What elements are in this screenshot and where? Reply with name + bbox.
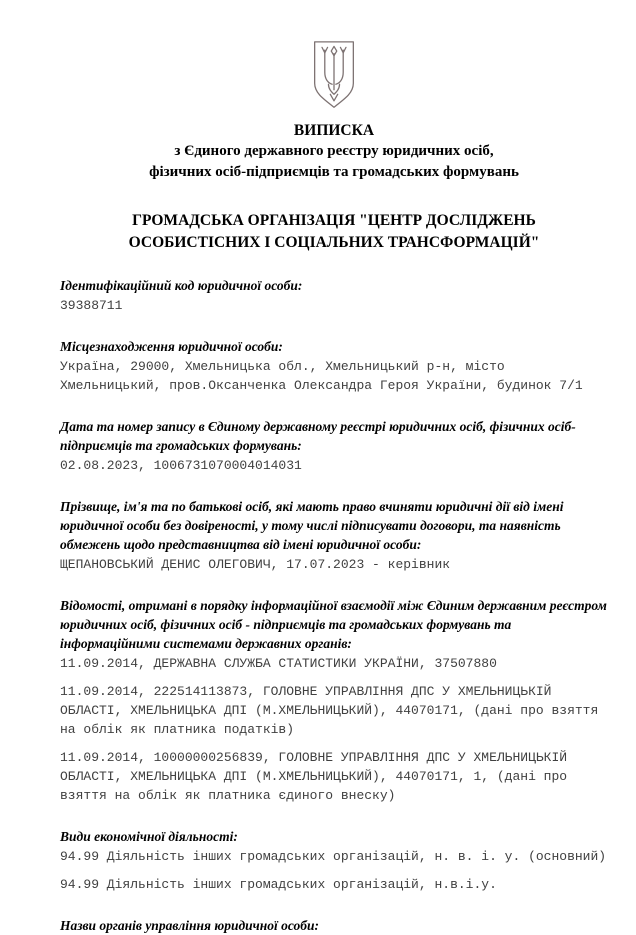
section-state-registry-info xyxy=(60,596,608,805)
section-registry-record xyxy=(60,417,608,475)
section-label: Дата та номер запису в Єдиному державному реєстрі юридичних осіб, фізичних осіб-підприємців та громадських формувань: xyxy=(60,419,576,453)
document-subtitle-line1: з Єдиного державного реєстру юридичних осіб, xyxy=(174,143,494,159)
organization-name: ГРОМАДСЬКА ОРГАНІЗАЦІЯ "ЦЕНТР ДОСЛІДЖЕНЬ ОСОБИСТІСНИХ І СОЦІАЛЬНИХ ТРАНСФОРМАЦІЙ" xyxy=(128,212,540,251)
section-label: Прізвище, ім'я та по батькові осіб, які мають право вчиняти юридичні дії від імені юридичної особи без довіреності, у тому числі підписувати договори, та наявність обмежень щодо представництва від імені юридичної особи: xyxy=(60,499,564,552)
section-authorized-persons xyxy=(60,497,608,574)
document-subtitle-line2: фізичних осіб-підприємців та громадських формувань xyxy=(149,164,519,180)
document-content xyxy=(60,40,608,935)
section-label: Відомості, отримані в порядку інформаційної взаємодії між Єдиним державним реєстром юридичних осіб, фізичних осіб - підприємців та громадських формувань та інформаційними системами державних органів: xyxy=(60,598,607,651)
single-contribution-record: 11.09.2014, 10000000256839, ГОЛОВНЕ УПРАВЛІННЯ ДПС У ХМЕЛЬНИЦЬКІЙ ОБЛАСТІ, ХМЕЛЬНИЦЬКА ДПІ (М.ХМЕЛЬНИЦЬКИЙ), 44070171, 1, (дані про взяття на облік як платника єдиного внеску) xyxy=(60,750,568,803)
section-legal-address xyxy=(60,337,608,395)
activity-primary: 94.99 Діяльність інших громадських організацій, н. в. і. у. (основний) xyxy=(60,849,607,864)
section-label: Види економічної діяльності: xyxy=(60,829,238,844)
authorized-person-value: ЩЕПАНОВСЬКИЙ ДЕНИС ОЛЕГОВИЧ, 17.07.2023 - керівник xyxy=(60,557,451,572)
section-label: Ідентифікаційний код юридичної особи: xyxy=(60,278,303,293)
section-label: Місцезнаходження юридичної особи: xyxy=(60,339,283,354)
ukraine-coat-of-arms-icon xyxy=(308,40,360,110)
statistics-service-record: 11.09.2014, ДЕРЖАВНА СЛУЖБА СТАТИСТИКИ УКРАЇНИ, 37507880 xyxy=(60,656,497,671)
activity-secondary: 94.99 Діяльність інших громадських організацій, н.в.і.у. xyxy=(60,877,497,892)
document-title: ВИПИСКА xyxy=(293,122,375,139)
registry-record-value: 02.08.2023, 1006731070004014031 xyxy=(60,458,302,473)
section-identification-code xyxy=(60,276,608,315)
section-economic-activities xyxy=(60,827,608,894)
tax-payer-record: 11.09.2014, 222514113873, ГОЛОВНЕ УПРАВЛІННЯ ДПС У ХМЕЛЬНИЦЬКІЙ ОБЛАСТІ, ХМЕЛЬНИЦЬКА ДПІ (М.ХМЕЛЬНИЦЬКИЙ), 44070171, (дані про взяття на облік як платника податків) xyxy=(60,684,599,737)
legal-address-value: Україна, 29000, Хмельницька обл., Хмельницький р-н, місто Хмельницький, пров.Оксанченка Олександра Героя України, будинок 7/1 xyxy=(60,359,583,393)
section-label: Назви органів управління юридичної особи: xyxy=(60,918,320,933)
emblem-container xyxy=(60,40,608,115)
section-governing-bodies xyxy=(60,916,608,935)
identification-code-value: 39388711 xyxy=(60,298,123,313)
